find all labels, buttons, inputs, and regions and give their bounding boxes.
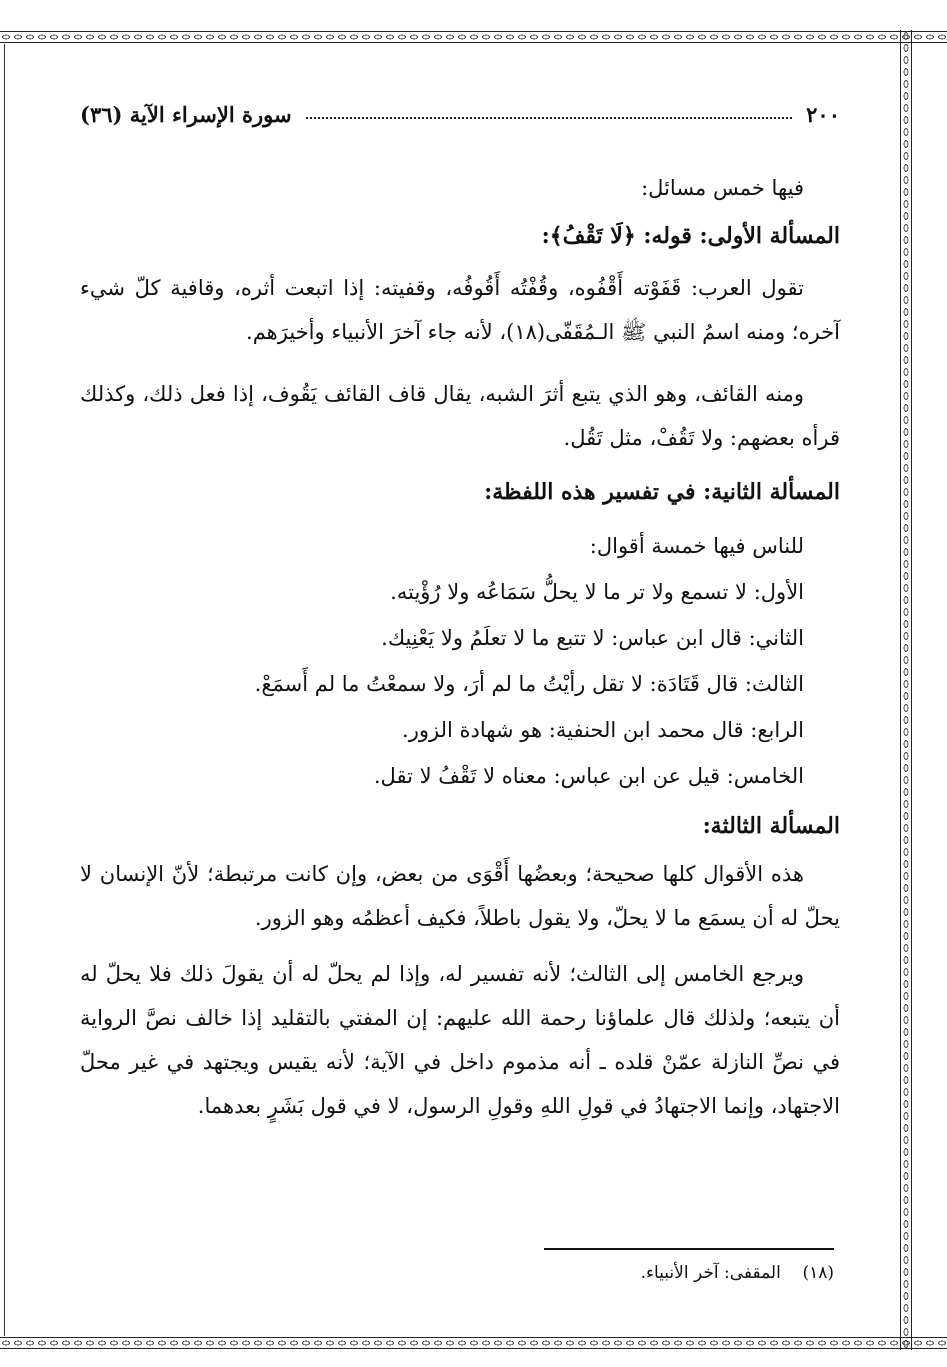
footnote-separator (544, 1248, 834, 1250)
question-1-paragraph-2: ومنه القائف، وهو الذي يتبع أثرَ الشبه، يقال قاف القائف يَقُوف، إذا فعل ذلك، وكذلك قرأه بعضهم: ولا تَقُفْ، مثل تَقُل. (80, 382, 840, 450)
bottom-ornamental-border (0, 1336, 947, 1350)
question-1-heading: المسألة الأولى: قوله: ﴿لَا تَقْفُ﴾: (541, 223, 840, 249)
right-ornamental-border (899, 30, 913, 1350)
footnote-number: (١٨) (802, 1263, 834, 1283)
page-header (80, 94, 840, 134)
question-2-intro: للناس فيها خمسة أقوال: (589, 534, 804, 558)
running-title: سورة الإسراء الآية (٣٦) (80, 101, 292, 127)
question-3-heading: المسألة الثالثة: (702, 813, 840, 839)
opinion-item-4: الرابع: قال محمد ابن الحنفية: هو شهادة الزور. (402, 718, 804, 742)
header-dot-leader (306, 117, 793, 119)
left-border-line (4, 44, 5, 1336)
opinion-item-1: الأول: لا تسمع ولا تر ما لا يحلُّ سَمَاعُه ولا رُؤْيته. (390, 580, 804, 604)
footnote-text: المقفى: آخر الأنبياء. (640, 1263, 781, 1283)
opinion-item-2: الثاني: قال ابن عباس: لا تتبع ما لا تعلَمُ ولا يَعْنِيك. (381, 626, 804, 650)
intro-line: فيها خمس مسائل: (641, 176, 804, 200)
question-2-heading: المسألة الثانية: في تفسير هذه اللفظة: (484, 479, 840, 505)
footnote (641, 1258, 834, 1288)
top-ornamental-border (0, 30, 947, 44)
question-3-paragraph-2: ويرجع الخامس إلى الثالث؛ لأنه تفسير له، وإذا لم يحلّ له أن يقولَ ذلك فلا يحلّ له أن يتبعه؛ ولذلك قال علماؤنا رحمة الله عليهم: إن المفتي بالتقليد إذا خالف نصَّ الرواية في نصِّ النازلة عمّنْ قلده ـ أنه مذموم داخل في الآية؛ لأنه يقيس ويجتهد في غير محلّ الاجتهاد، وإنما الاجتهادُ في قولِ اللهِ وقولِ الرسول، لا في قول بَشَرٍ بعدهما. (80, 962, 840, 1118)
page-number: ٢٠٠ (806, 101, 840, 127)
opinion-item-3: الثالث: قال قَتَادَة: لا تقل رأيْتُ ما لم أرَ، ولا سمعْتُ ما لم أَسمَعْ. (254, 672, 804, 696)
question-1-paragraph-1: تقول العرب: قَفَوْته أَقْفُوه، وقُفْتُه أَقُوفُه، وقفيته: إذا اتبعت أثره، وقافية كلّ شيء آخره؛ ومنه اسمُ النبي ﷺ الـمُقَفّى(١٨)، لأنه جاء آخرَ الأنبياء وأخيرَهم. (80, 276, 840, 344)
opinion-item-5: الخامس: قيل عن ابن عباس: معناه لا تَقْفُ لا تقل. (373, 764, 804, 788)
question-3-paragraph-1: هذه الأقوال كلها صحيحة؛ وبعضُها أَقْوَى من بعض، وإن كانت مرتبطة؛ لأنّ الإنسان لا يحلّ له أن يسمَع ما لا يحلّ، ولا يقول باطلاً، فكيف أعظمُه وهو الزور. (80, 862, 840, 930)
